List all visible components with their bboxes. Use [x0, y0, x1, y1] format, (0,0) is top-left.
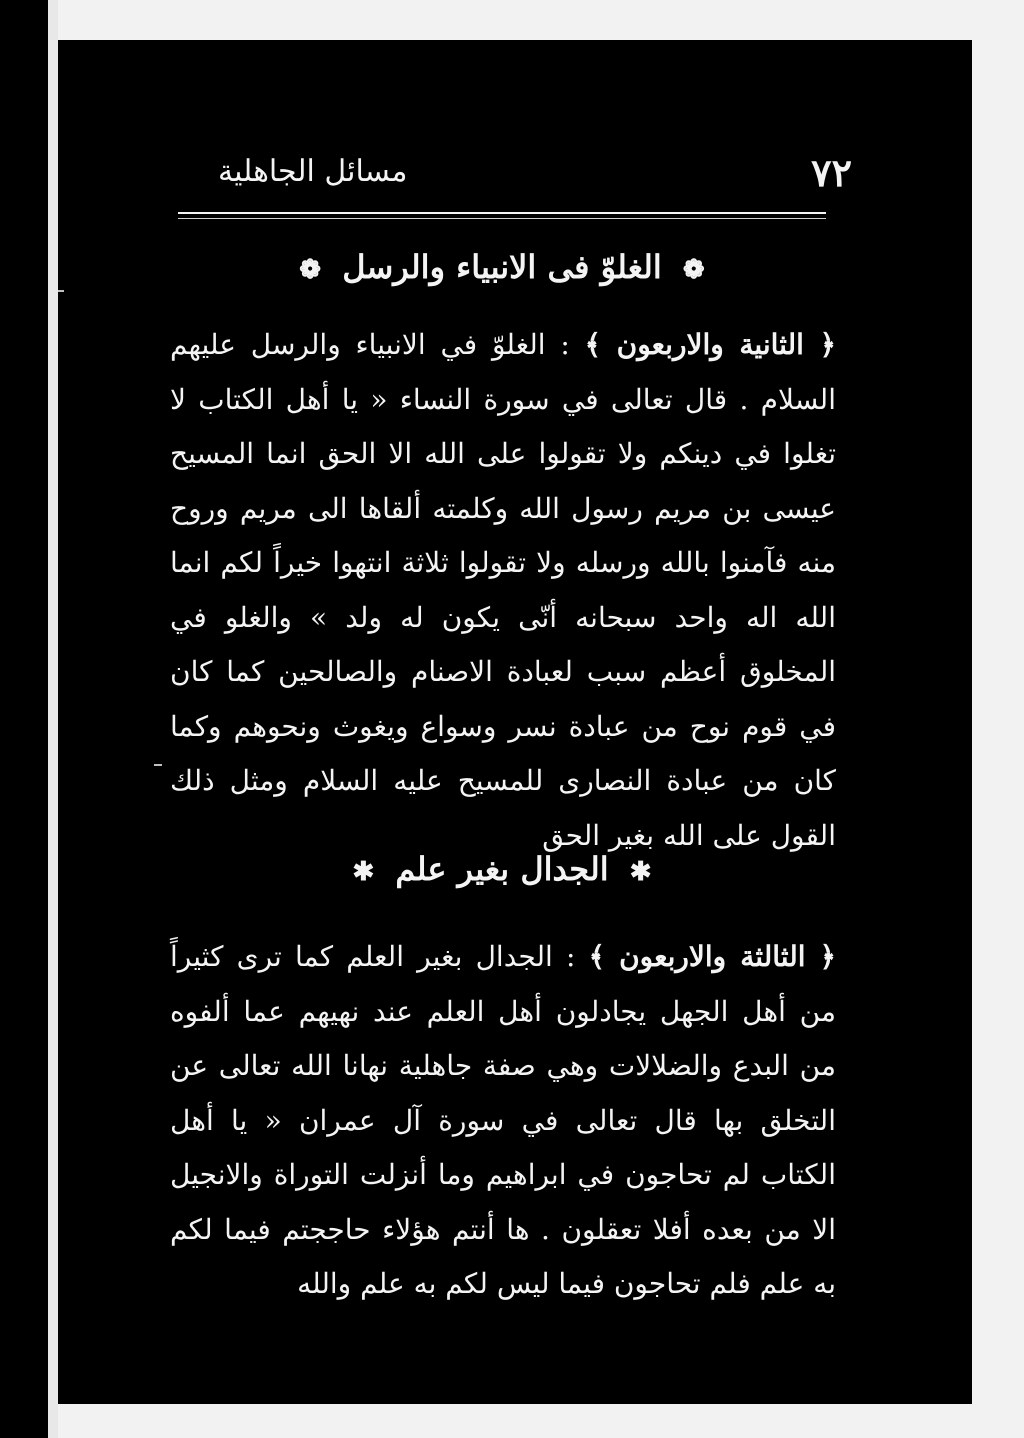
ornament-icon: ✱: [629, 857, 652, 887]
page-number: ٧٢: [811, 150, 852, 195]
running-title: مسائل الجاهلية: [218, 154, 408, 189]
paragraph-42: [170, 318, 836, 863]
section-heading-ghuluw: [178, 248, 826, 286]
paragraph-43: [170, 930, 836, 1312]
paragraph-text: : الغلوّ في الانبياء والرسل عليهم السلام . قال تعالى في سورة النساء « يا أهل الكتاب لا تغلوا في دينكم ولا تقولوا على الله الا الحق انما المسيح عيسى بن مريم رسول الله وكلمته ألقاها الى مريم وروح منه فآمنوا بالله ورسله ولا تقولوا ثلاثة انتهوا خيراً لكم انما الله اله واحد سبحانه أنّى يكون له ولد » والغلو في المخلوق أعظم سبب لعبادة الاصنام والصالحين كما كان في قوم نوح من عبادة نسر وسواع ويغوث ونحوهم وكما كان من عبادة النصارى للمسيح عليه السلام ومثل ذلك القول على الله بغير الحق: [170, 328, 836, 852]
header-rule: [178, 212, 826, 214]
book-page: [58, 40, 972, 1404]
scan-top-border: [58, 0, 1024, 40]
ornament-icon: ✱: [352, 857, 375, 887]
section-title: الغلوّ فى الانبياء والرسل: [342, 248, 662, 286]
scan-speck: [154, 764, 162, 766]
section-title: الجدال بغير علم: [395, 850, 609, 888]
paragraph-text: : الجدال بغير العلم كما ترى كثيراً من أهل الجهل يجادلون أهل العلم عند نهيهم عما ألفوه من البدع والضلالات وهي صفة جاهلية نهانا الله تعالى عن التخلق بها قال تعالى في سورة آل عمران « يا أهل الكتاب لم تحاجون في ابراهيم وما أنزلت التوراة والانجيل الا من بعده أفلا تعقلون . ها أنتم هؤلاء حاججتم فيما لكم به علم فلم تحاجون فيما ليس لكم به علم والله: [170, 940, 836, 1300]
scan-bottom-border: [58, 1404, 1024, 1438]
scan-right-border: [972, 40, 1024, 1438]
ornament-icon: ❁: [682, 255, 705, 285]
paragraph-label: ﴿ الثالثة والاربعون ﴾: [588, 940, 836, 973]
scan-binding-edge: [48, 0, 58, 1438]
paragraph-label: ﴿ الثانية والاربعون ﴾: [584, 328, 836, 361]
ornament-icon: ❁: [299, 255, 322, 285]
section-heading-jidal: [178, 850, 826, 888]
scan-speck: [58, 290, 64, 292]
running-head: [178, 150, 852, 200]
scan-left-border: [0, 0, 48, 1438]
header-rule-thin: [178, 218, 826, 219]
